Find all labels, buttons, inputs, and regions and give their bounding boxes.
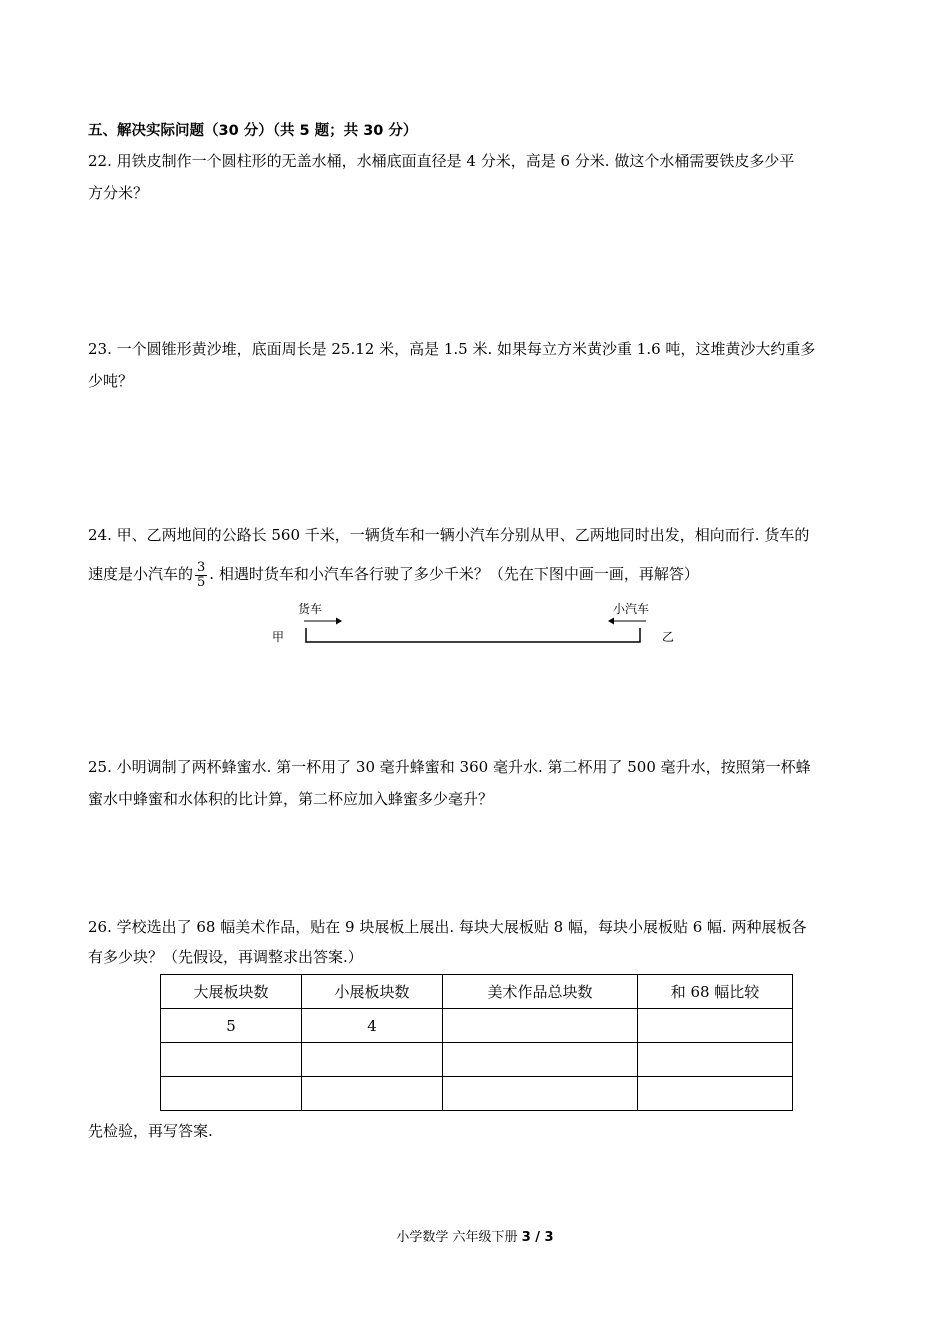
q22-line1: 22. 用铁皮制作一个圆柱形的无盖水桶，水桶底面直径是 4 分米，高是 6 分米. 做这个水桶需要铁皮多少平 bbox=[88, 152, 795, 170]
table-row bbox=[161, 1043, 793, 1077]
q26-after-text: 先检验，再写答案. bbox=[88, 1122, 213, 1140]
table-cell bbox=[161, 1077, 302, 1111]
section-title: 五、解决实际问题（30 分）（共 5 题；共 30 分） bbox=[88, 123, 418, 139]
table-cell bbox=[443, 1009, 638, 1043]
table-cell: 4 bbox=[302, 1009, 443, 1043]
q22-line2: 方分米？ bbox=[88, 184, 149, 202]
route-line-svg bbox=[268, 596, 688, 656]
table-row bbox=[161, 1077, 793, 1111]
place-yi-label: 乙 bbox=[662, 630, 675, 644]
table-cell: 5 bbox=[161, 1009, 302, 1043]
fraction bbox=[195, 561, 207, 590]
q24-line2 bbox=[88, 558, 699, 590]
table-cell bbox=[161, 1043, 302, 1077]
q25-line1: 25. 小明调制了两杯蜂蜜水. 第一杯用了 30 毫升蜂蜜和 360 毫升水. 第二杯用了 500 毫升水，按照第一杯蜂 bbox=[88, 758, 811, 776]
table-header: 美术作品总块数 bbox=[443, 975, 638, 1009]
route-diagram bbox=[268, 596, 688, 656]
trial-table bbox=[160, 974, 793, 1111]
q26-line2: 有多少块？（先假设，再调整求出答案.） bbox=[88, 948, 363, 966]
road-line bbox=[306, 628, 640, 642]
table-cell bbox=[638, 1043, 793, 1077]
table-cell bbox=[638, 1009, 793, 1043]
q26-line1: 26. 学校选出了 68 幅美术作品，贴在 9 块展板上展出. 每块大展板贴 8 幅，每块小展板贴 6 幅. 两种展板各 bbox=[88, 918, 807, 936]
table-cell bbox=[443, 1043, 638, 1077]
q24-line2-after: . 相遇时货车和小汽车各行驶了多少千米？（先在下图中画一画，再解答） bbox=[209, 565, 699, 583]
fraction-denominator: 5 bbox=[197, 574, 206, 590]
table-row bbox=[161, 1009, 793, 1043]
q23-line1: 23. 一个圆锥形黄沙堆，底面周长是 25.12 米，高是 1.5 米. 如果每立方米黄沙重 1.6 吨，这堆黄沙大约重多 bbox=[88, 340, 816, 358]
truck-arrow-head-icon bbox=[336, 618, 342, 625]
table-cell bbox=[443, 1077, 638, 1111]
table-header: 和 68 幅比较 bbox=[638, 975, 793, 1009]
place-jia-label: 甲 bbox=[272, 630, 285, 644]
table-cell bbox=[638, 1077, 793, 1111]
truck-label: 货车 bbox=[298, 602, 323, 616]
q23-line2: 少吨？ bbox=[88, 372, 134, 390]
q25-line2: 蜜水中蜂蜜和水体积的比计算，第二杯应加入蜂蜜多少毫升？ bbox=[88, 790, 494, 808]
footer-page-number: 3 / 3 bbox=[521, 1230, 554, 1245]
q24-line2-before: 速度是小汽车的 bbox=[88, 565, 194, 583]
car-arrow-head-icon bbox=[608, 618, 614, 625]
fraction-numerator: 3 bbox=[197, 559, 206, 575]
page-footer bbox=[0, 1226, 950, 1245]
table-cell bbox=[302, 1077, 443, 1111]
table-cell bbox=[302, 1043, 443, 1077]
table-header-row bbox=[161, 975, 793, 1009]
car-label: 小汽车 bbox=[613, 602, 650, 616]
q24-line1: 24. 甲、乙两地间的公路长 560 千米，一辆货车和一辆小汽车分别从甲、乙两地同时出发，相向而行. 货车的 bbox=[88, 526, 810, 544]
footer-subject: 小学数学 六年级下册 bbox=[396, 1230, 518, 1245]
table-header: 小展板块数 bbox=[302, 975, 443, 1009]
table-header: 大展板块数 bbox=[161, 975, 302, 1009]
